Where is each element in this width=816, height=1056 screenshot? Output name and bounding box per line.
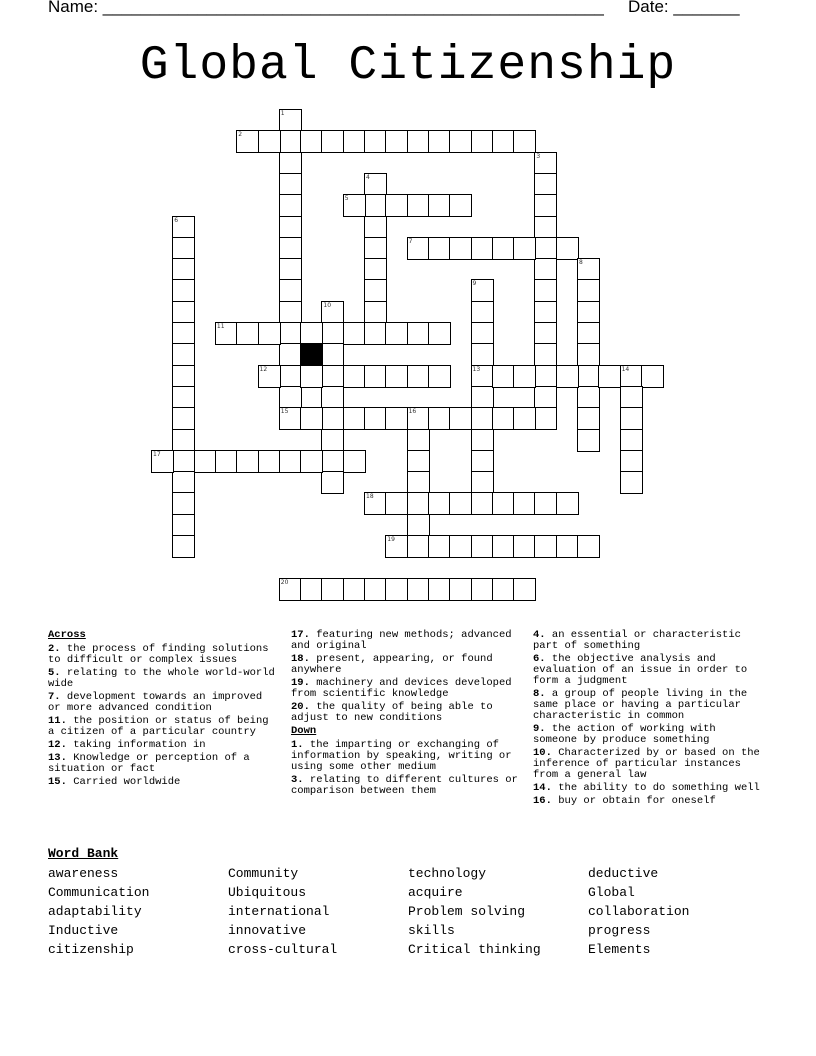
grid-cell[interactable] xyxy=(471,578,494,601)
grid-cell[interactable] xyxy=(407,450,430,473)
grid-cell[interactable] xyxy=(279,365,302,388)
word-bank-word: Problem solving xyxy=(408,904,526,919)
grid-cell[interactable] xyxy=(534,407,557,430)
grid-cell[interactable] xyxy=(428,365,451,388)
grid-cell[interactable] xyxy=(449,194,472,217)
grid-cell[interactable] xyxy=(279,450,302,473)
grid-cell[interactable] xyxy=(385,365,408,388)
grid-cell[interactable] xyxy=(321,450,344,473)
grid-cell[interactable] xyxy=(172,450,195,473)
grid-cell[interactable] xyxy=(428,194,451,217)
grid-cell[interactable] xyxy=(385,578,408,601)
grid-cell[interactable] xyxy=(534,194,557,217)
clue-number: 10 xyxy=(323,301,332,309)
grid-cell[interactable] xyxy=(300,578,323,601)
grid-cell[interactable] xyxy=(449,407,472,430)
date-field-label[interactable]: Date: _______ xyxy=(628,0,740,16)
word-bank-column xyxy=(408,864,588,959)
clue-item xyxy=(48,777,280,788)
grid-cell[interactable] xyxy=(172,535,195,558)
word-bank-word: Elements xyxy=(588,942,651,957)
grid-cell[interactable] xyxy=(343,130,366,153)
word-bank-column xyxy=(228,864,408,959)
grid-cell[interactable] xyxy=(279,130,302,153)
grid-cell[interactable] xyxy=(364,365,387,388)
word-bank-word: collaboration xyxy=(588,904,690,919)
clue-text: a group of people living in the same place or having a particular characteristic in common xyxy=(533,688,748,722)
word-bank-word: technology xyxy=(408,866,487,881)
clue-number: 1 xyxy=(280,110,285,117)
clue-number-label: 13. xyxy=(48,752,74,764)
grid-cell[interactable] xyxy=(471,535,494,558)
grid-cell[interactable] xyxy=(343,450,366,473)
grid-cell[interactable] xyxy=(513,130,536,153)
puzzle-title: Global Citizenship xyxy=(139,39,677,93)
grid-cell[interactable] xyxy=(407,492,430,515)
clue-text: the process of finding solutions to difficult or complex issues xyxy=(48,643,269,666)
grid-cell[interactable] xyxy=(343,322,366,345)
clue-number-label: 5. xyxy=(48,667,67,679)
grid-cell[interactable] xyxy=(385,535,408,558)
clue-item xyxy=(291,678,523,700)
clue-number-label: 17. xyxy=(291,629,317,641)
grid-cell[interactable] xyxy=(534,365,557,388)
clue-number: 8 xyxy=(579,259,583,267)
grid-cell[interactable] xyxy=(471,237,494,260)
grid-cell[interactable] xyxy=(279,109,302,132)
grid-cell[interactable] xyxy=(279,322,302,345)
grid-cell[interactable] xyxy=(492,492,515,515)
word-bank-word: Community xyxy=(228,866,299,881)
grid-cell[interactable] xyxy=(279,237,302,260)
clue-column-2 xyxy=(291,630,523,799)
word-bank-word: progress xyxy=(588,923,651,938)
grid-cell[interactable] xyxy=(279,301,302,324)
grid-cell[interactable] xyxy=(407,535,430,558)
clue-item xyxy=(291,702,523,724)
grid-cell[interactable] xyxy=(407,407,430,430)
grid-cell[interactable] xyxy=(577,343,600,366)
grid-cell[interactable] xyxy=(321,429,344,452)
word-bank-word: skills xyxy=(408,923,455,938)
clue-number: 19 xyxy=(387,536,395,543)
grid-cell[interactable] xyxy=(577,279,600,302)
word-bank-word: Critical thinking xyxy=(408,942,541,957)
clue-item xyxy=(291,775,523,797)
clue-number: 15 xyxy=(280,408,289,416)
grid-cell[interactable] xyxy=(577,365,600,388)
clue-number-label: 19. xyxy=(291,677,317,689)
grid-cell[interactable] xyxy=(300,130,323,153)
grid-cell[interactable] xyxy=(364,194,387,217)
clue-number: 6 xyxy=(174,216,179,224)
grid-cell[interactable] xyxy=(620,386,643,409)
grid-cell[interactable] xyxy=(471,386,494,409)
grid-cell[interactable] xyxy=(172,386,195,409)
clue-text: Knowledge or perception of a situation or fact xyxy=(48,752,250,775)
grid-cell[interactable] xyxy=(534,343,557,366)
grid-cell[interactable] xyxy=(364,237,387,260)
grid-cell[interactable] xyxy=(364,173,387,196)
clue-number: 4 xyxy=(366,173,370,181)
grid-cell[interactable] xyxy=(236,322,259,345)
clue-item xyxy=(291,740,523,773)
grid-cell[interactable] xyxy=(556,492,579,515)
grid-cell[interactable] xyxy=(513,492,536,515)
grid-cell[interactable] xyxy=(534,258,557,281)
grid-cell[interactable] xyxy=(321,301,344,324)
clue-item xyxy=(533,654,765,687)
grid-cell[interactable] xyxy=(279,279,302,302)
grid-cell[interactable] xyxy=(556,535,579,558)
grid-cell[interactable] xyxy=(385,407,408,430)
clue-number-label: 11. xyxy=(48,715,74,727)
grid-cell[interactable] xyxy=(492,237,515,260)
grid-cell[interactable] xyxy=(407,471,430,494)
grid-cell[interactable] xyxy=(258,450,281,473)
grid-cell[interactable] xyxy=(428,535,451,558)
grid-cell[interactable] xyxy=(279,216,302,239)
grid-cell[interactable] xyxy=(428,407,451,430)
grid-cell[interactable] xyxy=(577,301,600,324)
grid-cell[interactable] xyxy=(492,407,515,430)
grid-cell[interactable] xyxy=(364,407,387,430)
grid-cell[interactable] xyxy=(236,450,259,473)
grid-cell[interactable] xyxy=(172,343,195,366)
grid-cell[interactable] xyxy=(471,450,494,473)
grid-cell[interactable] xyxy=(279,258,302,281)
clue-number-label: 7. xyxy=(48,691,67,703)
clue-column-1 xyxy=(48,630,280,790)
grid-cell[interactable] xyxy=(172,407,195,430)
clue-item xyxy=(533,748,765,781)
grid-cell[interactable] xyxy=(449,578,472,601)
grid-cell[interactable] xyxy=(215,322,238,345)
grid-cell[interactable] xyxy=(279,386,302,409)
clue-column-3 xyxy=(533,630,765,809)
grid-cell[interactable] xyxy=(236,130,259,153)
word-bank-word: deductive xyxy=(588,866,659,881)
grid-cell[interactable] xyxy=(577,258,600,281)
word-bank-word: adaptability xyxy=(48,904,142,919)
clue-number: 7 xyxy=(408,237,413,245)
grid-cell[interactable] xyxy=(534,301,557,324)
grid-cell[interactable] xyxy=(279,343,302,366)
grid-cell[interactable] xyxy=(428,578,451,601)
clue-item xyxy=(48,692,280,714)
clue-item xyxy=(48,668,280,690)
clue-text: the imparting or exchanging of information by speaking, writing or using some other medium xyxy=(291,739,512,773)
grid-cell[interactable] xyxy=(321,343,344,366)
grid-cell[interactable] xyxy=(258,130,281,153)
grid-cell[interactable] xyxy=(471,471,494,494)
grid-cell[interactable] xyxy=(343,194,366,217)
clue-text: the position or status of being a citizen of a particular country xyxy=(48,715,269,738)
grid-cell[interactable] xyxy=(279,194,302,217)
grid-cell[interactable] xyxy=(513,407,536,430)
grid-cell[interactable] xyxy=(364,322,387,345)
grid-cell[interactable] xyxy=(385,492,408,515)
grid-cell[interactable] xyxy=(172,322,195,345)
grid-cell[interactable] xyxy=(492,365,515,388)
word-bank-column xyxy=(48,864,228,959)
clue-text: taking information in xyxy=(73,739,206,751)
grid-cell[interactable] xyxy=(172,237,195,260)
down-heading: Down xyxy=(291,725,317,737)
grid-cell[interactable] xyxy=(534,237,557,260)
clue-number-label: 8. xyxy=(533,688,552,700)
grid-cell[interactable] xyxy=(492,130,515,153)
clue-text: an essential or characteristic part of something xyxy=(533,629,741,652)
word-bank-title: Word Bank xyxy=(48,846,119,861)
word-bank-word: acquire xyxy=(408,885,463,900)
grid-cell[interactable] xyxy=(534,492,557,515)
grid-cell[interactable] xyxy=(577,407,600,430)
grid-cell[interactable] xyxy=(407,365,430,388)
clue-text: machinery and devices developed from scientific knowledge xyxy=(291,677,512,700)
grid-cell[interactable] xyxy=(513,237,536,260)
word-bank-word: citizenship xyxy=(48,942,134,957)
grid-cell[interactable] xyxy=(407,514,430,537)
grid-cell[interactable] xyxy=(321,365,344,388)
grid-cell[interactable] xyxy=(620,429,643,452)
grid-cell[interactable] xyxy=(449,492,472,515)
grid-cell[interactable] xyxy=(534,322,557,345)
grid-cell[interactable] xyxy=(364,492,387,515)
clue-item xyxy=(533,689,765,722)
grid-cell[interactable] xyxy=(321,407,344,430)
across-heading: Across xyxy=(48,629,86,641)
grid-cell[interactable] xyxy=(172,365,195,388)
clue-number: 3 xyxy=(536,152,541,160)
grid-cell[interactable] xyxy=(364,258,387,281)
grid-cell[interactable] xyxy=(407,322,430,345)
clue-text: featuring new methods; advanced and original xyxy=(291,629,512,652)
clue-number: 14 xyxy=(621,365,630,373)
clue-item xyxy=(291,630,523,652)
grid-cell[interactable] xyxy=(385,322,408,345)
grid-cell[interactable] xyxy=(321,130,344,153)
grid-cell[interactable] xyxy=(577,322,600,345)
clue-number: 2 xyxy=(238,131,243,139)
clue-item xyxy=(533,796,765,807)
grid-cell[interactable] xyxy=(172,492,195,515)
grid-cell[interactable] xyxy=(151,450,174,473)
grid-cell[interactable] xyxy=(428,492,451,515)
clue-number-label: 12. xyxy=(48,739,74,751)
clue-item xyxy=(48,753,280,775)
grid-cell[interactable] xyxy=(343,365,366,388)
grid-cell[interactable] xyxy=(300,322,323,345)
grid-cell[interactable] xyxy=(471,343,494,366)
clue-number-label: 18. xyxy=(291,653,317,665)
grid-cell[interactable] xyxy=(471,429,494,452)
grid-cell[interactable] xyxy=(407,130,430,153)
grid-cell[interactable] xyxy=(449,130,472,153)
word-bank-word: Ubiquitous xyxy=(228,885,307,900)
grid-cell[interactable] xyxy=(534,152,557,175)
clue-number-label: 6. xyxy=(533,653,552,665)
word-bank-word: cross-cultural xyxy=(228,942,338,957)
clue-number-label: 14. xyxy=(533,782,559,794)
word-bank-word: innovative xyxy=(228,923,307,938)
clue-item xyxy=(533,630,765,652)
clue-item xyxy=(291,654,523,676)
grid-cell[interactable] xyxy=(534,216,557,239)
clue-number-label: 9. xyxy=(533,723,552,735)
grid-cell[interactable] xyxy=(407,237,430,260)
grid-cell[interactable] xyxy=(513,365,536,388)
clue-text: buy or obtain for oneself xyxy=(558,795,716,807)
grid-cell[interactable] xyxy=(556,237,579,260)
grid-cell[interactable] xyxy=(279,407,302,430)
clue-number-label: 3. xyxy=(291,774,310,786)
grid-cell[interactable] xyxy=(321,322,344,345)
grid-cell[interactable] xyxy=(471,301,494,324)
clue-number: 16 xyxy=(408,408,417,416)
clue-number-label: 15. xyxy=(48,776,74,788)
grid-cell[interactable] xyxy=(407,429,430,452)
word-bank-column xyxy=(588,864,768,959)
grid-cell[interactable] xyxy=(577,386,600,409)
word-bank-word: international xyxy=(228,904,330,919)
grid-cell[interactable] xyxy=(471,322,494,345)
grid-cell[interactable] xyxy=(364,301,387,324)
clue-item xyxy=(48,716,280,738)
grid-cell[interactable] xyxy=(364,578,387,601)
clue-text: relating to the whole world-world wide xyxy=(48,667,275,690)
grid-cell[interactable] xyxy=(513,535,536,558)
grid-cell[interactable] xyxy=(279,152,302,175)
grid-cell[interactable] xyxy=(258,365,281,388)
grid-cell[interactable] xyxy=(492,578,515,601)
clue-number: 11 xyxy=(216,323,225,330)
grid-cell[interactable] xyxy=(641,365,664,388)
grid-cell[interactable] xyxy=(407,578,430,601)
clue-number: 20 xyxy=(280,578,289,586)
clue-text: development towards an improved or more advanced condition xyxy=(48,691,263,714)
grid-block xyxy=(300,343,323,366)
clue-text: the ability to do something well xyxy=(558,782,760,794)
clue-number-label: 16. xyxy=(533,795,559,807)
grid-cell[interactable] xyxy=(343,578,366,601)
clue-item xyxy=(48,740,280,751)
grid-cell[interactable] xyxy=(172,216,195,239)
grid-cell[interactable] xyxy=(364,130,387,153)
grid-cell[interactable] xyxy=(534,386,557,409)
grid-cell[interactable] xyxy=(321,471,344,494)
grid-cell[interactable] xyxy=(556,365,579,388)
grid-cell[interactable] xyxy=(343,407,366,430)
grid-cell[interactable] xyxy=(428,322,451,345)
word-bank-word: Communication xyxy=(48,885,150,900)
clue-item xyxy=(533,783,765,794)
grid-cell[interactable] xyxy=(279,173,302,196)
grid-cell[interactable] xyxy=(172,279,195,302)
clue-number: 18 xyxy=(366,493,374,501)
clue-number: 9 xyxy=(472,280,477,288)
grid-cell[interactable] xyxy=(300,407,323,430)
clue-text: Characterized by or based on the inference of particular instances from a general law xyxy=(533,747,760,781)
word-bank-word: awareness xyxy=(48,866,119,881)
grid-cell[interactable] xyxy=(300,450,323,473)
grid-cell[interactable] xyxy=(172,258,195,281)
name-field-label[interactable]: Name: _____________________________________________________ xyxy=(48,0,604,16)
grid-cell[interactable] xyxy=(428,237,451,260)
clue-number: 17 xyxy=(153,450,161,458)
grid-cell[interactable] xyxy=(364,216,387,239)
grid-cell[interactable] xyxy=(194,450,217,473)
clue-text: Carried worldwide xyxy=(73,776,181,788)
grid-cell[interactable] xyxy=(449,237,472,260)
grid-cell[interactable] xyxy=(407,194,430,217)
grid-cell[interactable] xyxy=(534,173,557,196)
clue-number: 5 xyxy=(344,195,349,203)
grid-cell[interactable] xyxy=(471,365,494,388)
clue-number-label: 1. xyxy=(291,739,310,751)
grid-cell[interactable] xyxy=(321,386,344,409)
grid-cell[interactable] xyxy=(598,365,621,388)
grid-cell[interactable] xyxy=(620,471,643,494)
word-bank-word: Global xyxy=(588,885,635,900)
grid-cell[interactable] xyxy=(385,130,408,153)
clue-item xyxy=(48,644,280,666)
clue-number-label: 4. xyxy=(533,629,552,641)
grid-cell[interactable] xyxy=(321,578,344,601)
grid-cell[interactable] xyxy=(428,130,451,153)
grid-cell[interactable] xyxy=(172,514,195,537)
clue-text: present, appearing, or found anywhere xyxy=(291,653,493,676)
clue-number-label: 2. xyxy=(48,643,67,655)
grid-cell[interactable] xyxy=(172,429,195,452)
grid-cell[interactable] xyxy=(620,365,643,388)
clue-text: relating to different cultures or comparison between them xyxy=(291,774,518,797)
clue-number-label: 20. xyxy=(291,701,317,713)
grid-cell[interactable] xyxy=(172,471,195,494)
clue-text: the quality of being able to adjust to new conditions xyxy=(291,701,493,724)
grid-cell[interactable] xyxy=(215,450,238,473)
word-bank-word: Inductive xyxy=(48,923,119,938)
grid-cell[interactable] xyxy=(279,578,302,601)
grid-cell[interactable] xyxy=(492,535,515,558)
grid-cell[interactable] xyxy=(364,279,387,302)
clue-item xyxy=(533,724,765,746)
grid-cell[interactable] xyxy=(471,492,494,515)
grid-cell[interactable] xyxy=(172,301,195,324)
grid-cell[interactable] xyxy=(471,407,494,430)
grid-cell[interactable] xyxy=(471,130,494,153)
clue-number-label: 10. xyxy=(533,747,559,759)
grid-cell[interactable] xyxy=(577,535,600,558)
grid-cell[interactable] xyxy=(449,535,472,558)
grid-cell[interactable] xyxy=(471,279,494,302)
grid-cell[interactable] xyxy=(620,450,643,473)
grid-cell[interactable] xyxy=(620,407,643,430)
grid-cell[interactable] xyxy=(577,429,600,452)
grid-cell[interactable] xyxy=(300,365,323,388)
clue-text: the objective analysis and evaluation of an issue in order to form a judgment xyxy=(533,653,748,687)
grid-cell[interactable] xyxy=(385,194,408,217)
grid-cell[interactable] xyxy=(534,535,557,558)
clue-number: 13 xyxy=(472,365,481,373)
clue-text: the action of working with someone by produce something xyxy=(533,723,716,746)
clue-number: 12 xyxy=(259,365,268,373)
grid-cell[interactable] xyxy=(513,578,536,601)
grid-cell[interactable] xyxy=(534,279,557,302)
grid-cell[interactable] xyxy=(258,322,281,345)
